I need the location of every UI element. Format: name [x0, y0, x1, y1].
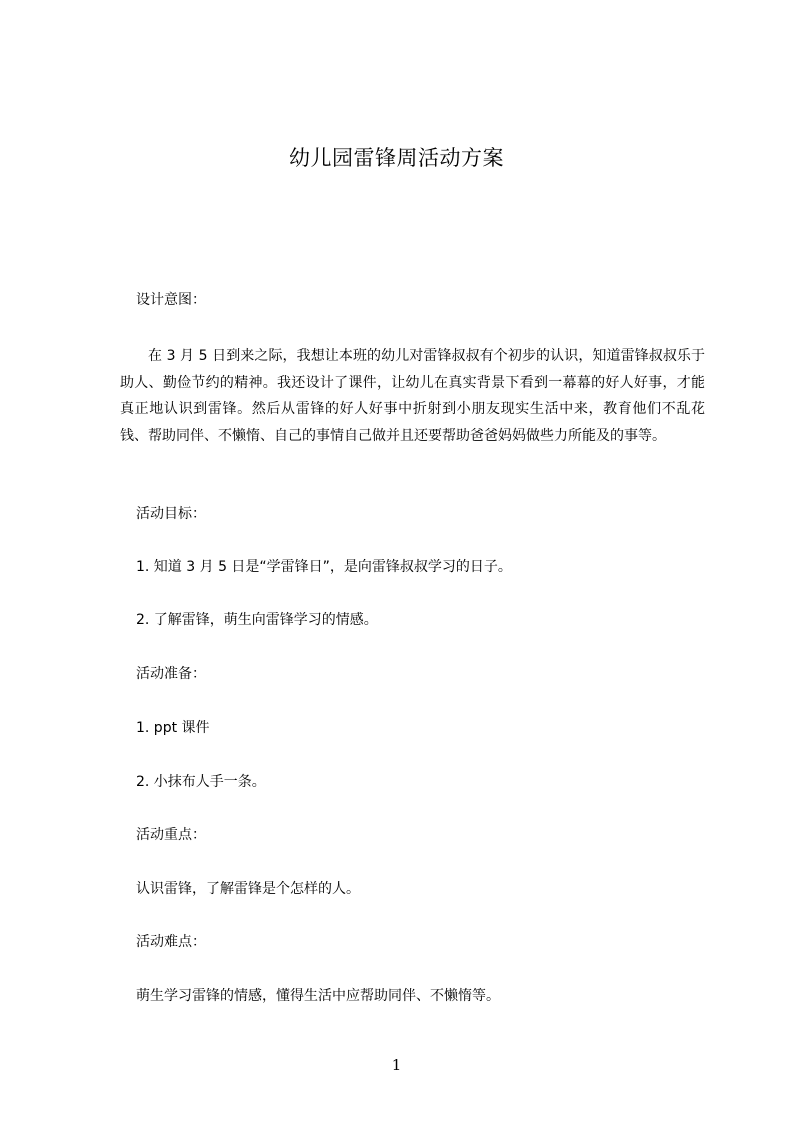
- preparation-item-2: 2. 小抹布人手一条。: [136, 774, 266, 790]
- activity-preparation-heading: 活动准备：: [136, 666, 206, 682]
- activity-focus-heading: 活动重点：: [136, 827, 206, 843]
- page-number: 1: [391, 1056, 402, 1074]
- activity-difficulty-text: 萌生学习雷锋的情感，懂得生活中应帮助同伴、不懒惰等。: [136, 988, 500, 1004]
- activity-difficulty-heading: 活动难点：: [136, 934, 206, 950]
- activity-goals-heading: 活动目标：: [136, 506, 206, 522]
- design-intent-paragraph: 在 3 月 5 日到来之际，我想让本班的幼儿对雷锋叔叔有个初步的认识，知道雷锋叔叔乐于助人、勤俭节约的精神。我还设计了课件，让幼儿在真实背景下看到一幕幕的好人好事，才能真正地认识到雷锋。然后从雷锋的好人好事中折射到小朋友现实生活中来，教育他们不乱花钱、帮助同伴、不懒惰、自己的事情自己做并且还要帮助爸爸妈妈做些力所能及的事等。: [120, 348, 705, 444]
- design-intent-heading: 设计意图：: [136, 292, 206, 308]
- preparation-item-1: 1. ppt 课件: [136, 720, 210, 736]
- goal-item-1: 1. 知道 3 月 5 日是“学雷锋日”，是向雷锋叔叔学习的日子。: [136, 559, 512, 575]
- activity-focus-text: 认识雷锋，了解雷锋是个怎样的人。: [136, 881, 360, 897]
- goal-item-2: 2. 了解雷锋，萌生向雷锋学习的情感。: [136, 612, 378, 628]
- document-title: 幼儿园雷锋周活动方案: [289, 146, 504, 170]
